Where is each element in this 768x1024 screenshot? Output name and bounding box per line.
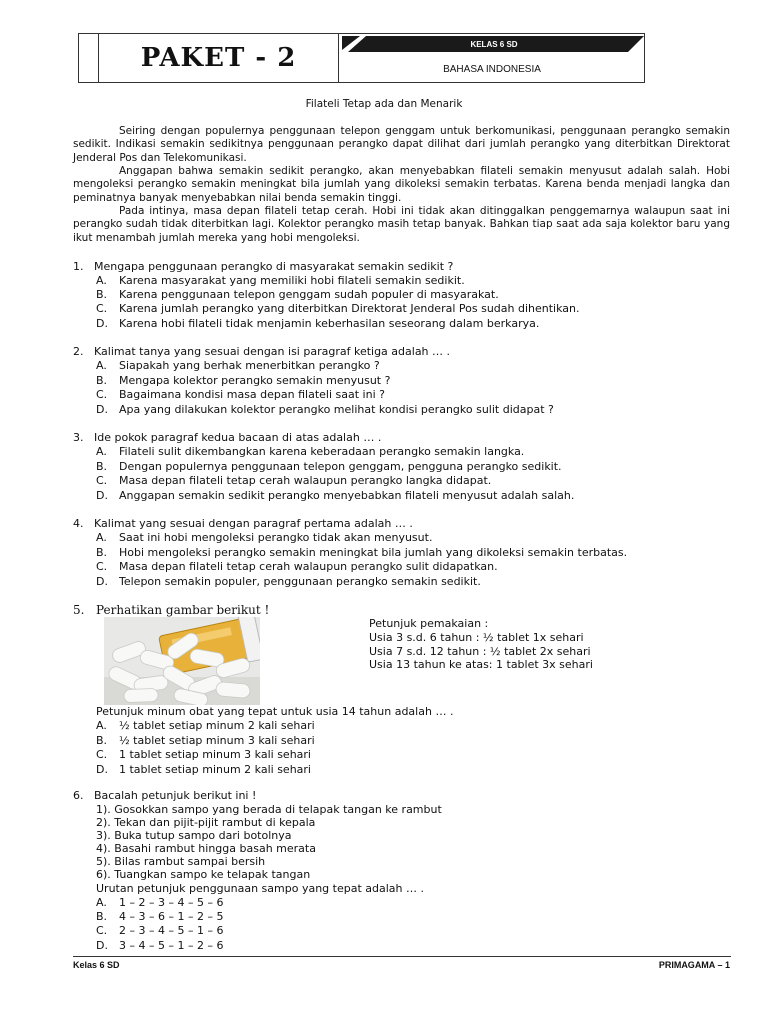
step-2: 2). Tekan dan pijit-pijit rambut di kepala (96, 816, 316, 829)
step-4: 4). Basahi rambut hingga basah merata (96, 842, 316, 855)
question-number: 1. (73, 260, 84, 273)
step-1: 1). Gosokkan sampo yang berada di telapak tangan ke rambut (96, 803, 442, 816)
footer-right: PRIMAGAMA – 1 (658, 960, 730, 970)
footer-left: Kelas 6 SD (73, 960, 120, 970)
question-stem: Kalimat yang sesuai dengan paragraf pertama adalah … . (94, 517, 413, 530)
reading-title: Filateli Tetap ada dan Menarik (305, 98, 463, 110)
question-6-prompt: Urutan petunjuk penggunaan sampo yang tepat adalah … . (96, 882, 424, 895)
usage-heading: Petunjuk pemakaian : (369, 617, 489, 630)
question-stem: Perhatikan gambar berikut ! (96, 603, 270, 617)
question-stem: Ide pokok paragraf kedua bacaan di atas adalah … . (94, 431, 382, 444)
kelas-label: KELAS 6 SD (470, 39, 518, 49)
reading-paragraph-1: Seiring dengan populernya penggunaan telepon genggam untuk berkomunikasi, penggunaan perangko semakin sedikit. Indikasi semakin sedikitnya penggunaan perangko dapat dilihat dari jumlah perangko yang diterbitkan Direktorat Jenderal Pos dan Telekomunikasi. (73, 125, 730, 164)
pills-image (104, 617, 260, 705)
question-number: 6. (73, 789, 84, 802)
page-header (78, 33, 645, 83)
reading-paragraph-2: Anggapan bahwa semakin sedikit perangko, akan menyebabkan filateli semakin menyusut adalah salah. Hobi mengoleksi perangko semakin meningkat bila jumlah yang dikoleksi semakin terbatas. Karena benda menjadi langka dan peminatnya banyak menyebabkan nilai benda semakin tinggi. (73, 165, 730, 204)
question-stem: Kalimat tanya yang sesuai dengan isi paragraf ketiga adalah … . (94, 345, 451, 358)
worksheet-page: PAKET - 2 KELAS 6 SD BAHASA INDONESIA Filateli Tetap ada dan Menarik Seiring dengan populernya penggunaan telepon genggam untuk berkomunikasi, penggunaan perangko semakin sedikit. Indikasi semakin sedikitnya penggunaan perangko dapat dilihat dari jumlah perangko yang diterbitkan Direktorat Jenderal Pos dan Telekomunikasi. Anggapan bahwa semakin sedikit perangko, akan menyebabkan filateli semakin menyusut adalah salah. Hobi mengoleksi perangko semakin meningkat bila jumlah yang dikoleksi semakin terbatas. Karena benda menjadi langka dan peminatnya banyak menyebabkan nilai benda semakin tinggi. Pada intinya, masa depan filateli tetap cerah. Hobi ini tidak akan ditinggalkan penggemarnya walaupun saat ini perangko sudah tidak diterbitkan lagi. Kolektor perangko masih tetap banyak. Bahkan tiap saat ada saja kolektor baru yang ikut menambah jumlah mereka yang hobi mengoleksi. 1. Mengapa penggunaan perangko di masyarakat semakin sedikit ? A. Karena masyarakat yang memiliki hobi filateli semakin sedikit. B. Karena penggunaan telepon genggam sudah populer di masyarakat. C. Karena jumlah perangko yang diterbitkan Direktorat Jenderal Pos sudah dihentikan. D. Karena hobi filateli tidak menjamin keberhasilan seseorang dalam berkarya. 2. Kalimat tanya yang sesuai dengan isi paragraf ketiga adalah … . A. Siapakah yang berhak menerbitkan perangko ? B. Mengapa kolektor perangko semakin menyusut ? C. Bagaimana kondisi masa depan filateli saat ini ? D. Apa yang dilakukan kolektor perangko melihat kondisi perangko sulit didapat ? 3. Ide pokok paragraf kedua bacaan di atas adalah … . A. Filateli sulit dikembangkan karena keberadaan perangko semakin langka. B. Dengan populernya penggunaan telepon genggam, pengguna perangko sedikit. C. Masa depan filateli tetap cerah walaupun perangko langka didapat. D. Anggapan semakin sedikit perangko menyebabkan filateli menyusut adalah salah. 4. Kalimat yang sesuai dengan paragraf pertama adalah … . A. Saat ini hobi mengoleksi perangko tidak akan menyusut. B. Hobi mengoleksi perangko semakin meningkat bila jumlah yang dikoleksi semakin terbatas. C. Masa depan filateli tetap cerah walaupun perangko sulit didapatkan. D. Telepon semakin populer, penggunaan perangko semakin sedikit. 5. Perhatikan gambar berikut ! Petunjuk pemakaian : Usia 3 s.d. 6 tahun : ½ tablet 1x sehari Usia 7 s.d. 12 tahun : ½ tablet 2x sehari Usia 13 tahun ke atas: 1 tablet 3x sehari Petunjuk minum obat yang tepat untuk usia 14 tahun adalah … . A. ½ tablet setiap minum 2 kali sehari B. ½ tablet setiap minum 3 kali sehari C. 1 tablet setiap minum 3 kali sehari D. 1 tablet setiap minum 2 kali sehari 6. Bacalah petunjuk berikut ini ! 1). Gosokkan sampo yang berada di telapak tangan ke rambut 2). Tekan dan pijit-pijit rambut di kepala 3). Buka tutup sampo dari botolnya 4). Basahi rambut hingga basah merata 5). Bilas rambut sampai bersih 6). Tuangkan sampo ke telapak tangan Urutan petunjuk penggunaan sampo yang tepat adalah … . A. 1 – 2 – 3 – 4 – 5 – 6 B. 4 – 3 – 6 – 1 – 2 – 5 C. 2 – 3 – 4 – 5 – 1 – 6 D. 3 – 4 – 5 – 1 – 2 – 6 Kelas 6 SD PRIMAGAMA – 1 (0, 0, 768, 1024)
question-number: 2. (73, 345, 84, 358)
question-stem: Mengapa penggunaan perangko di masyarakat semakin sedikit ? (94, 260, 454, 273)
step-3: 3). Buka tutup sampo dari botolnya (96, 829, 292, 842)
usage-line-3: Usia 13 tahun ke atas: 1 tablet 3x sehari (369, 658, 593, 671)
subject-label: BAHASA INDONESIA (443, 63, 541, 75)
usage-line-1: Usia 3 s.d. 6 tahun : ½ tablet 1x sehari (369, 631, 584, 644)
step-5: 5). Bilas rambut sampai bersih (96, 855, 266, 868)
question-number: 5. (73, 603, 85, 617)
question-stem: Bacalah petunjuk berikut ini ! (94, 789, 257, 802)
paket-title: PAKET - 2 (99, 34, 339, 82)
question-number: 3. (73, 431, 84, 444)
usage-line-2: Usia 7 s.d. 12 tahun : ½ tablet 2x sehari (369, 645, 591, 658)
step-6: 6). Tuangkan sampo ke telapak tangan (96, 868, 311, 881)
reading-paragraph-3: Pada intinya, masa depan filateli tetap cerah. Hobi ini tidak akan ditinggalkan penggemarnya walaupun saat ini perangko sudah tidak diterbitkan lagi. Kolektor perangko masih tetap banyak. Bahkan tiap saat ada saja kolektor baru yang ikut menambah jumlah mereka yang hobi mengoleksi. (73, 205, 730, 244)
question-5-prompt: Petunjuk minum obat yang tepat untuk usia 14 tahun adalah … . (96, 705, 454, 718)
question-number: 4. (73, 517, 84, 530)
footer-rule (73, 956, 731, 957)
